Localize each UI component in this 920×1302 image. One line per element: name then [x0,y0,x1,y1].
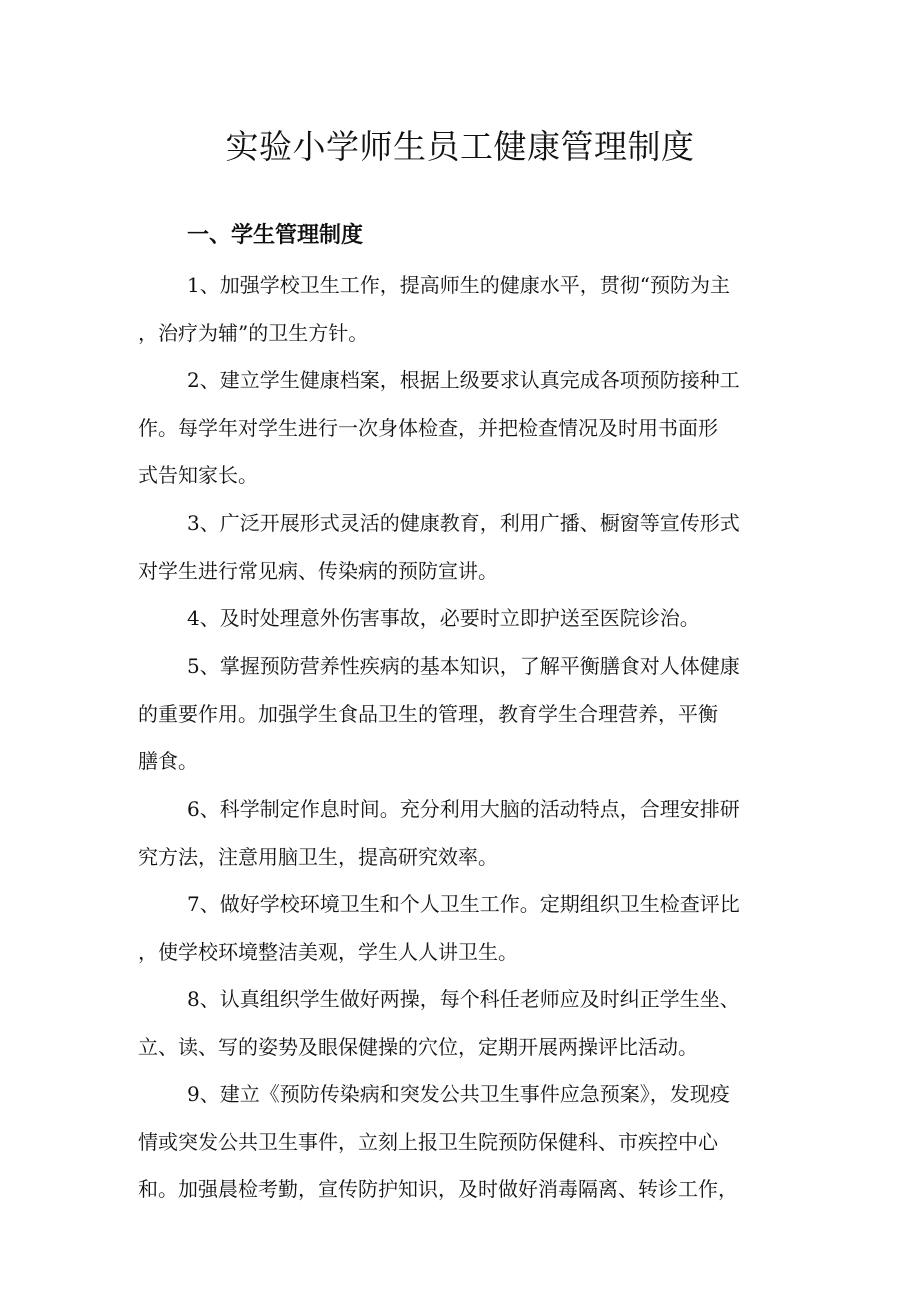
paragraph-line: 9、建立《预防传染病和突发公共卫生事件应急预案》，发现疫 [187,1082,730,1106]
paragraph-line: 对学生进行常见病、传染病的预防宣讲。 [138,558,498,583]
paragraph-1 [138,262,814,357]
paragraph-6 [138,786,814,881]
paragraph-line: 8、认真组织学生做好两操，每个科任老师应及时纠正学生坐、 [187,987,740,1011]
paragraph-line: 和。加强晨检考勤，宣传防护知识，及时做好消毒隔离、转诊工作， [138,1177,738,1202]
paragraph-2 [138,357,814,500]
paragraph-4 [138,595,814,643]
document-title: 实验小学师生员工健康管理制度 [225,127,695,166]
paragraph-line: 立、读、写的姿势及眼保健操的穴位，定期开展两操评比活动。 [138,1034,698,1059]
paragraph-line: 作。每学年对学生进行一次身体检查，并把检查情况及时用书面形 [138,415,718,440]
paragraph-line: 5、掌握预防营养性疾病的基本知识，了解平衡膳食对人体健康 [187,654,740,678]
paragraph-line: 1、加强学校卫生工作，提高师生的健康水平，贯彻“预防为主 [187,273,730,297]
paragraph-line: 2、建立学生健康档案，根据上级要求认真完成各项预防接种工 [187,368,740,392]
paragraph-5 [138,643,814,786]
paragraph-line: 的重要作用。加强学生食品卫生的管理，教育学生合理营养，平衡 [138,701,718,726]
paragraph-line: 7、做好学校环境卫生和个人卫生工作。定期组织卫生检查评比 [187,892,740,916]
paragraph-3 [138,500,814,595]
paragraph-line: 式告知家长。 [138,463,258,488]
paragraph-7 [138,881,814,976]
paragraph-line: ，治疗为辅”的卫生方针。 [138,320,369,345]
paragraph-line: 4、及时处理意外伤害事故，必要时立即护送至医院诊治。 [187,606,700,630]
paragraph-line: 情或突发公共卫生事件，立刻上报卫生院预防保健科、市疾控中心 [138,1129,718,1154]
section-heading: 一、学生管理制度 [187,223,364,248]
paragraph-line: ，使学校环境整洁美观，学生人人讲卫生。 [138,939,518,964]
paragraph-8 [138,976,814,1071]
paragraph-line: 究方法，注意用脑卫生，提高研究效率。 [138,844,498,869]
paragraph-line: 3、广泛开展形式灵活的健康教育，利用广播、橱窗等宣传形式 [187,511,740,535]
paragraph-line: 6、科学制定作息时间。充分利用大脑的活动特点，合理安排研 [187,797,740,821]
paragraph-line: 膳食。 [138,749,198,774]
paragraph-9 [138,1071,814,1214]
